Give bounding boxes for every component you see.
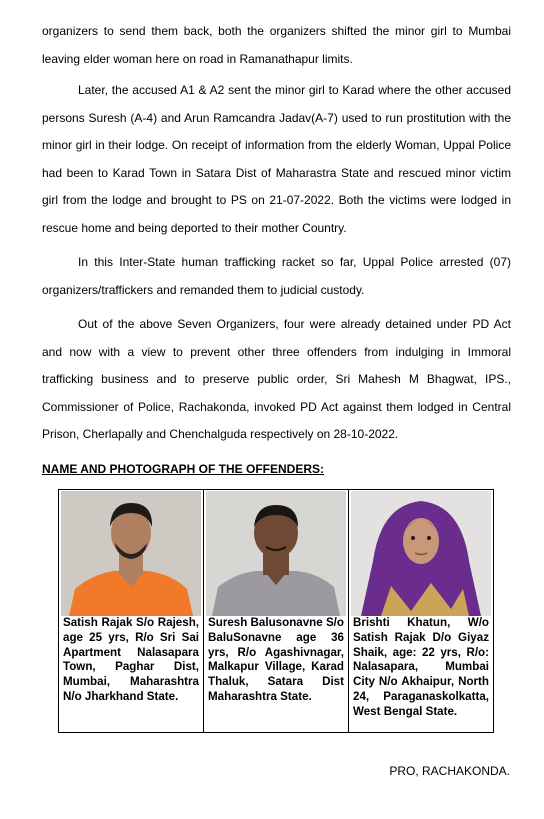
paragraph-karad-rescue: Later, the accused A1 & A2 sent the minor girl to Karad where the other accused persons Suresh (A-4) and Arun Ramcandra Jadav(A-7) used to run prostitution with the minor girl in their lodge. On receipt of information from the elderly Woman, Uppal Police had been to Karad Town in Satara Dist of Maharastra State and rescued minor victim girl from the lodge and brought to PS on 21-07-2022. Both the victims were lodged in rescue home and being deported to their mother Country. xyxy=(42,83,511,235)
offender-cell-2 xyxy=(204,490,349,733)
offender-caption-3: Brishti Khatun, W/o Satish Rajak D/o Giyaz Shaik, age: 22 yrs, R/o: Nalasapara, Mumbai City N/o Akhaipur, North 24, Paraganaskolkatta, West Bengal State. xyxy=(353,616,489,718)
paragraph-continuation: organizers to send them back, both the organizers shifted the minor girl to Mumbai leaving elder woman here on road in Ramanathapur limits. xyxy=(42,24,511,66)
offender-cell-3 xyxy=(349,490,494,733)
paragraph-pd-act: Out of the above Seven Organizers, four were already detained under PD Act and now with a view to prevent other three offenders from indulging in Immoral trafficking business and to preserve public order, Sri Mahesh M Bhagwat, IPS., Commissioner of Police, Rachakonda, invoked PD Act against them lodged in Central Prison, Cherlapally and Chenchalguda respectively on 28-10-2022. xyxy=(42,317,511,442)
offender-caption-1: Satish Rajak S/o Rajesh, age 25 yrs, R/o Sri Sai Apartment Nalasapara Town, Paghar Dist, Mumbai, Maharashtra N/o Jharkhand State. xyxy=(63,616,199,703)
offenders-table xyxy=(58,489,494,733)
offender-caption-2: Suresh Balusonavne S/o BaluSonavne age 36 yrs, R/o Agashivnagar, Malkapur Village, Karad Thaluk, Satara Dist Maharashtra State. xyxy=(208,616,344,703)
offender-cell-1 xyxy=(59,490,204,733)
paragraph-arrests: In this Inter-State human trafficking racket so far, Uppal Police arrested (07) organizers/traffickers and remanded them to judicial custody. xyxy=(42,255,511,297)
signature: PRO, RACHAKONDA. xyxy=(389,764,510,778)
offender-photo-2 xyxy=(206,491,346,616)
offender-photo-3 xyxy=(351,491,491,616)
offenders-heading: NAME AND PHOTOGRAPH OF THE OFFENDERS: xyxy=(42,462,325,476)
offender-photo-1 xyxy=(61,491,201,616)
